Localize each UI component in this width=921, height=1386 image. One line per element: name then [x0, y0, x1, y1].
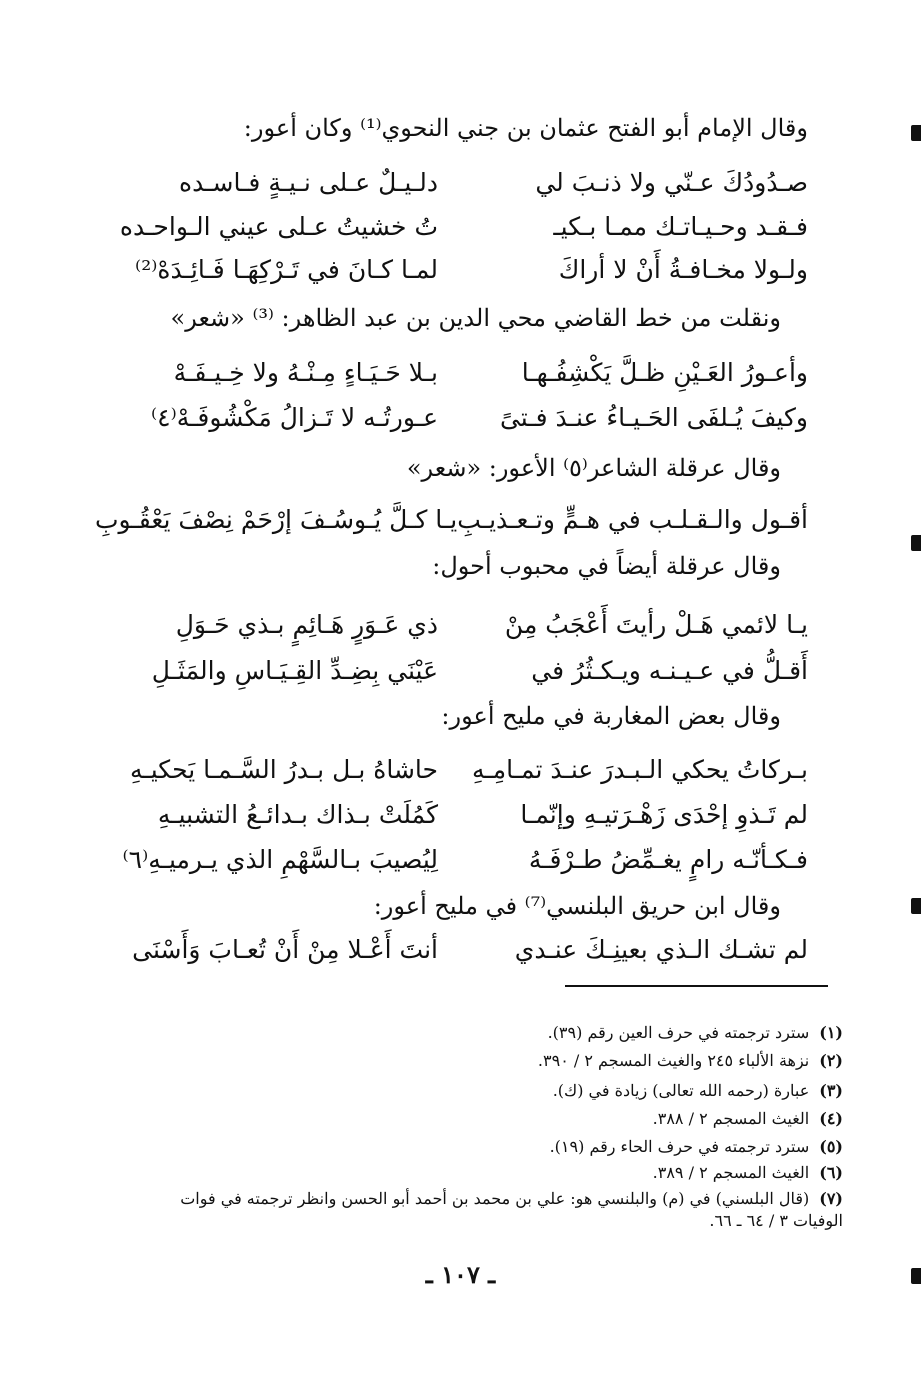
verse-line: [108, 610, 808, 650]
footnote-number: (٣): [819, 1081, 843, 1100]
footnote: [143, 1050, 843, 1072]
footnote: [143, 1162, 843, 1184]
verse-line: [108, 255, 808, 295]
verse-line: [108, 168, 808, 208]
verse-line: [108, 656, 808, 696]
verse-first-hemistich: أقـول والـقـلـب في هـمٍّ وتـعـذيـبِ: [457, 505, 808, 534]
verse-second-hemistich: لِيُصيبَ بـالسَّهْمِ الذي يـرميـهِ⁽٦⁾: [122, 845, 438, 874]
footnote-number: (٥): [819, 1137, 843, 1156]
footnote-text: (قال البلسني) في (م) والبلنسي هو: علي بن محمد بن أحمد أبو الحسن وانظر ترجمته في فوات الوفيات ٣ / ٦٤ ـ ٦٦.: [180, 1189, 843, 1230]
verse-second-hemistich: عَيْنَي بِضِـدِّ القِـيَـاسِ والمَثَـلِ: [151, 656, 438, 685]
intro-line: وقال بعض المغاربة في مليح أعور:: [441, 702, 781, 730]
footnote: [143, 1136, 843, 1158]
page-number: ـ ١٠٧ ـ: [425, 1260, 496, 1289]
edge-mark: [911, 535, 921, 551]
verse-second-hemistich: عـورتُـه لا تَـزالُ مَكْشُوفَـهْ⁽٤⁾: [150, 403, 438, 432]
verse-second-hemistich: يـا كـلَّ يُـوسُـفَ إرْحَمْ نِصْفَ يَعْقُـوبِ: [94, 505, 458, 534]
verse-line: [108, 755, 808, 795]
footnote-number: (٧): [819, 1189, 843, 1208]
footnote-text: الغيث المسجم ٢ / ٣٨٨.: [652, 1109, 810, 1128]
intro-line: وقال ابن حريق البلنسي⁽⁷⁾ في مليح أعور:: [373, 892, 781, 920]
verse-second-hemistich: دلـيـلٌ عـلى نـيـةٍ فـاسـده: [178, 168, 438, 197]
verse-first-hemistich: لم تشـك الـذي بعينِـكَ عنـدي: [514, 935, 808, 964]
edge-mark: [911, 125, 921, 141]
footnote-text: سترد ترجمته في حرف الحاء رقم (١٩).: [549, 1137, 810, 1156]
verse-line: [108, 358, 808, 398]
footnote-text: نزهة الألباء ٢٤٥ والغيث المسجم ٢ / ٣٩٠.: [537, 1051, 810, 1070]
footnote-text: عبارة (رحمه الله تعالى) زيادة في (ك).: [552, 1081, 810, 1100]
verse-second-hemistich: أنتَ أَعْـلا مِنْ أَنْ تُعـابَ وَأَسْنَى: [132, 935, 438, 964]
footnote-number: (٦): [819, 1163, 843, 1182]
footnote-text: الغيث المسجم ٢ / ٣٨٩.: [652, 1163, 810, 1182]
intro-line: وقال عرقلة الشاعر⁽٥⁾ الأعور: «شعر»: [406, 454, 781, 482]
verse-second-hemistich: لمـا كـانَ في تَـرْكِهَـا فَـائِـدَهْ⁽²⁾: [135, 255, 438, 284]
intro-line: ونقلت من خط القاضي محي الدين بن عبد الظاهر: ⁽³⁾ «شعر»: [170, 304, 781, 332]
verse-first-hemistich: يـا لائمي هَـلْ رأيتَ أَعْجَبُ مِنْ: [504, 610, 808, 639]
verse-first-hemistich: أَقـلُّ في عـيـنـه ويـكـثُرُ في: [531, 656, 808, 685]
footnote-number: (١): [819, 1023, 843, 1042]
verse-first-hemistich: ولـولا مخـافـةُ أَنْ لا أراكَ: [558, 255, 808, 284]
verse-line: [108, 403, 808, 443]
footnote-number: (٢): [819, 1051, 843, 1070]
verse-first-hemistich: صـدُودُكَ عـنّي ولا ذنـبَ لي: [535, 168, 808, 197]
verse-line: [108, 845, 808, 885]
footnote-text: سترد ترجمته في حرف العين رقم (٣٩).: [547, 1023, 810, 1042]
verse-first-hemistich: وكيفَ يُـلفَى الحَـيـاءُ عنـدَ فـتىً: [499, 403, 808, 432]
verse-second-hemistich: كَمُلَتْ بـذاك بـدائـعُ التشبيـهِ: [157, 800, 438, 829]
verse-first-hemistich: بـركاتُ يحكي الـبـدرَ عنـدَ تمـامِـهِ: [472, 755, 808, 784]
verse-first-hemistich: فـقـد وحـيـاتـك ممـا بـكيـ: [553, 212, 808, 241]
intro-line: وقال الإمام أبو الفتح عثمان بن جني النحوي⁽¹⁾ وكان أعور:: [243, 114, 808, 142]
verse-line: [108, 212, 808, 252]
verse-second-hemistich: ذي عَـوَرٍ هَـائِمٍ بـذي حَـوَلِ: [175, 610, 438, 639]
verse-line: [108, 800, 808, 840]
footnote-separator: [565, 985, 828, 987]
edge-mark: [911, 898, 921, 914]
footnote-number: (٤): [819, 1109, 843, 1128]
verse-line: [94, 505, 808, 545]
footnote: [143, 1080, 843, 1102]
verse-line: [108, 935, 808, 975]
verse-second-hemistich: بـلا حَـيَـاءٍ مِـنْـهُ ولا خِـيـفَـهْ: [173, 358, 438, 387]
verse-second-hemistich: حاشاهُ بـل بـدرُ السَّـمـا يَحكيـهِ: [130, 755, 438, 784]
verse-first-hemistich: فـكـأنّـه رامٍ يغـمِّضُ طـرْفَـهُ: [528, 845, 808, 874]
intro-line: وقال عرقلة أيضاً في محبوب أحول:: [432, 552, 781, 580]
verse-first-hemistich: لم تَـذوِ إحْدَى زَهْـرَتيـهِ وإنّمـا: [520, 800, 808, 829]
footnote: [143, 1022, 843, 1044]
footnote: [143, 1108, 843, 1130]
footnote: [143, 1188, 843, 1232]
verse-first-hemistich: وأعـورُ العَـيْنِ ظـلَّ يَكْشِفُـهـا: [521, 358, 808, 387]
verse-second-hemistich: تُ خشيتُ عـلى عيني الـواحـده: [119, 212, 438, 241]
